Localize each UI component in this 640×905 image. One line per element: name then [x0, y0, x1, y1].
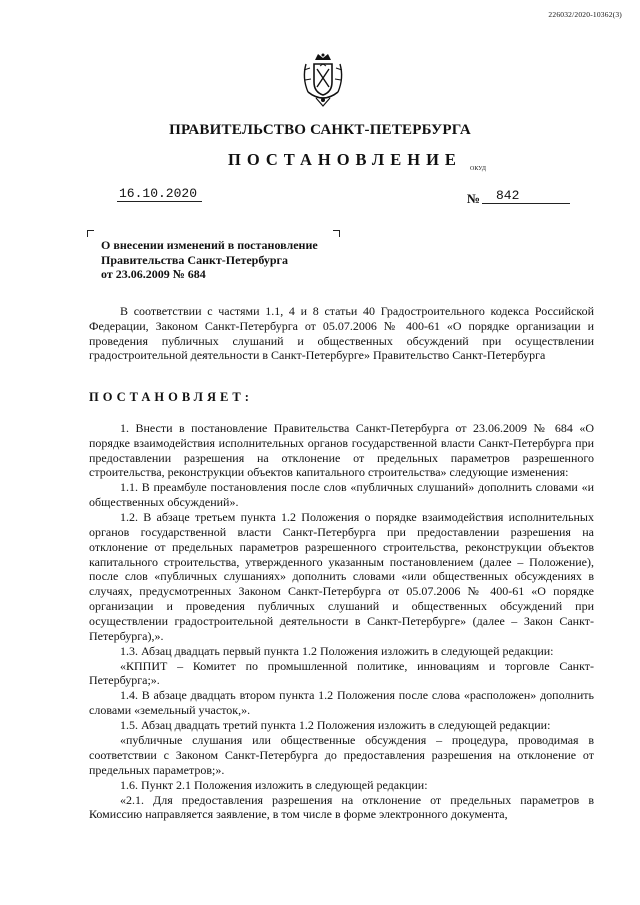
decree-paragraph: 1.6. Пункт 2.1 Положения изложить в следующей редакции:: [120, 777, 428, 792]
okud-label: ОКУД: [470, 166, 486, 172]
decree-paragraph: 1. Внести в постановление Правительства Санкт-Петербурга от 23.06.2009 № 684 «О порядке взаимодействия исполнительных органов государственной власти Санкт-Петербурга при предоставлении разрешения на отклонение от предельных параметров разрешенного строительства, реконструкции объектов капитального строительства» следующие изменения:: [89, 421, 594, 480]
subject-line: от 23.06.2009 № 684: [101, 267, 206, 281]
subject-bracket-right: [333, 230, 340, 237]
number-label: №: [467, 191, 481, 206]
coat-of-arms-icon: [298, 52, 348, 108]
decree-subject: [101, 238, 318, 282]
decree-paragraph: 1.1. В преамбуле постановления после слов «публичных слушаний» дополнить словами «и общественных обсуждений».: [89, 480, 594, 510]
decree-paragraph: 1.5. Абзац двадцать третий пункта 1.2 Положения изложить в следующей редакции:: [120, 718, 551, 733]
decree-date: 16.10.2020: [117, 186, 202, 202]
subject-line: Правительства Санкт-Петербурга: [101, 252, 289, 267]
decree-paragraph: 1.3. Абзац двадцать первый пункта 1.2 Положения изложить в следующей редакции:: [120, 643, 554, 658]
subject-bracket-left: [87, 230, 94, 237]
decree-paragraph: 1.4. В абзаце двадцать втором пункта 1.2 Положения после слова «расположен» дополнить словами «земельный участок,».: [89, 688, 594, 718]
decree-paragraph: 1.2. В абзаце третьем пункта 1.2 Положения о порядке взаимодействия исполнительных органов государственной власти Санкт-Петербурга при предоставлении разрешения на отклонение от предельных параметров разрешенного строительства, реконструкции объектов капитального строительства, утвержденного указанным постановлением (далее – Положение), после слов «публичных слушаниях» дополнить словами «или общественных обсуждениях в случаях, предусмотренных Законом Санкт-Петербурга от 05.07.2006 № 400-61 «О порядке организации и проведения публичных слушаний и общественных обсуждений при осуществлении градостроительной деятельности в Санкт-Петербурге» (далее – Закон Санкт-Петербурга),».: [89, 510, 594, 643]
decree-number: 842: [482, 188, 570, 204]
document-registration-number: 226032/2020-10362(3): [548, 10, 622, 19]
preamble: [89, 304, 594, 363]
decree-paragraph: «2.1. Для предоставления разрешения на отклонение от предельных параметров в Комиссию направляется заявление, в том числе в форме электронного документа,: [89, 792, 594, 822]
decree-heading: ПОСТАНОВЛЕНИЕ: [228, 150, 462, 169]
resolves-heading: ПОСТАНОВЛЯЕТ:: [89, 390, 253, 404]
preamble-paragraph: В соответствии с частями 1.1, 4 и 8 статьи 40 Градостроительного кодекса Российской Федерации, Законом Санкт-Петербурга от 05.07.2006 № 400-61 «О порядке организации и проведения публичных слушаний и общественных обсуждений при осуществлении градостроительной деятельности в Санкт-Петербурге» Правительство Санкт-Петербурга: [89, 304, 594, 363]
decree-items: [89, 421, 594, 822]
government-heading: ПРАВИТЕЛЬСТВО САНКТ-ПЕТЕРБУРГА: [169, 122, 471, 138]
decree-paragraph: «публичные слушания или общественные обсуждения – процедура, проводимая в соответствии с Законом Санкт-Петербурга до предоставления разрешения на отклонение от предельных параметров;».: [89, 733, 594, 777]
decree-paragraph: «КППИТ – Комитет по промышленной политике, инновациям и торговле Санкт-Петербурга;».: [89, 658, 594, 688]
subject-line: О внесении изменений в постановление: [101, 238, 318, 252]
